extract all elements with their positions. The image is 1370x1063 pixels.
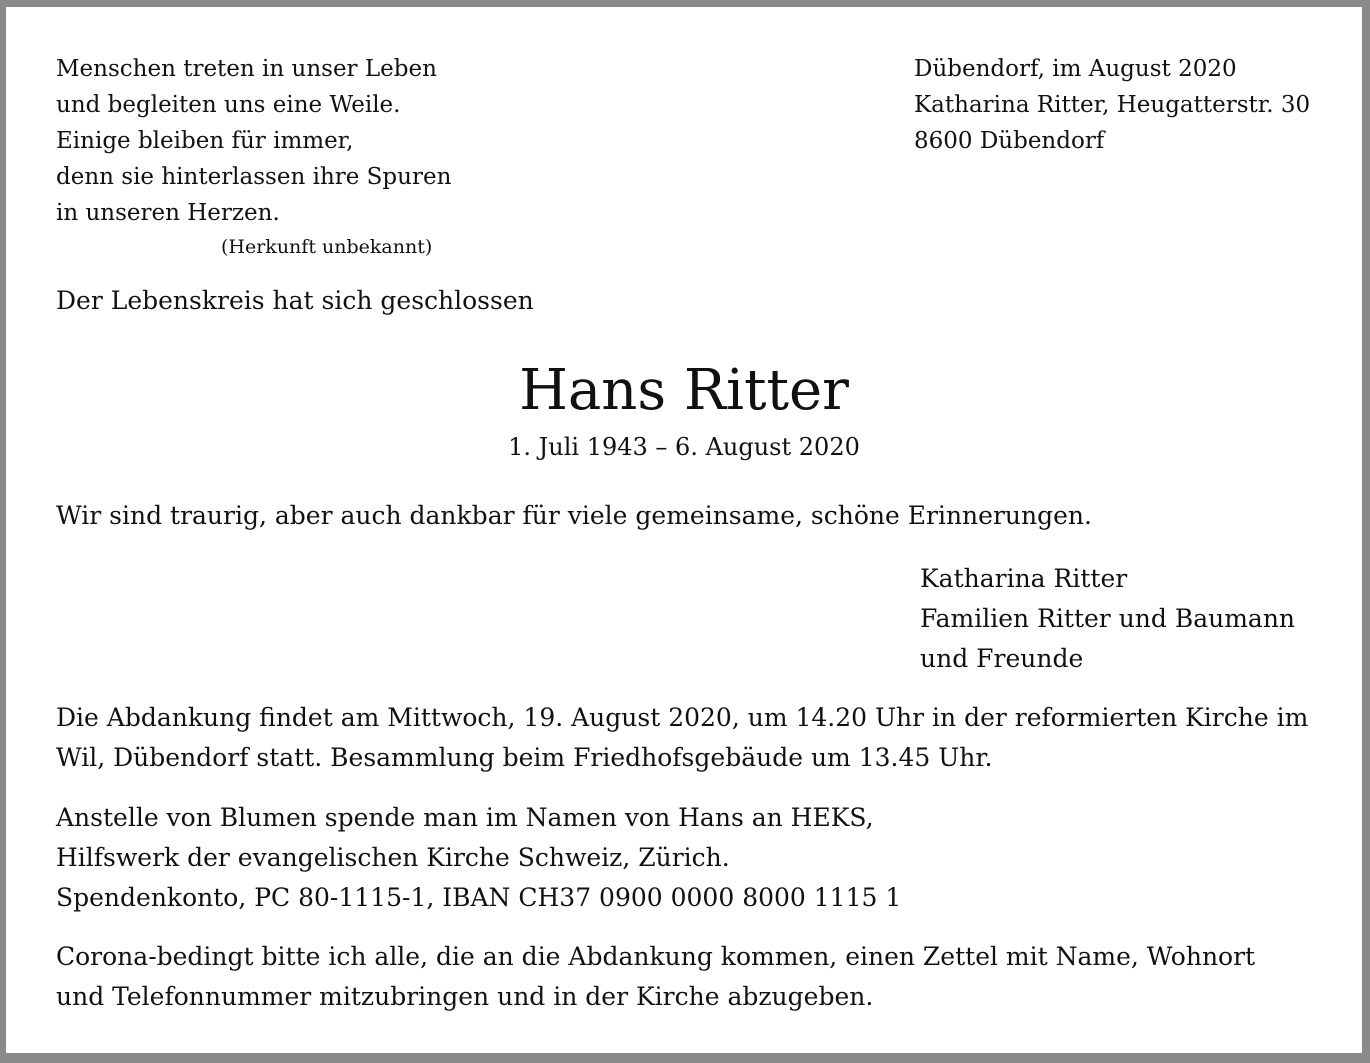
mourners-list (920, 559, 1295, 679)
poem (56, 51, 451, 231)
poem-line: Einige bleiben für immer, (56, 128, 354, 154)
mourner-line: Katharina Ritter (920, 564, 1128, 593)
address-line: 8600 Dübendorf (914, 128, 1105, 154)
mourner-line: Familien Ritter und Baumann (920, 604, 1296, 633)
deceased-name: Hans Ritter (519, 358, 849, 423)
mourner-line: und Freunde (920, 644, 1084, 673)
sender-address (914, 51, 1310, 159)
poem-source: (Herkunft unbekannt) (221, 236, 433, 258)
donation-line: Spendenkonto, PC 80-1115-1, IBAN CH37 0900 0000 8000 1115 1 (56, 883, 902, 912)
corona-line: und Telefonnummer mitzubringen und in der Kirche abzugeben. (56, 982, 874, 1011)
corona-notice (56, 937, 1255, 1017)
address-line: Katharina Ritter, Heugatterstr. 30 (914, 92, 1311, 118)
service-info (56, 698, 1308, 778)
poem-line: denn sie hinterlassen ihre Spuren (56, 164, 452, 190)
donation-line: Anstelle von Blumen spende man im Namen von Hans an HEKS, (56, 803, 874, 832)
donation-line: Hilfswerk der evangelischen Kirche Schweiz, Zürich. (56, 843, 730, 872)
address-line: Dübendorf, im August 2020 (914, 56, 1237, 82)
service-line: Wil, Dübendorf statt. Besammlung beim Friedhofsgebäude um 13.45 Uhr. (56, 743, 993, 772)
obituary-page (6, 7, 1362, 1053)
donation-info (56, 798, 901, 918)
service-line: Die Abdankung findet am Mittwoch, 19. August 2020, um 14.20 Uhr in der reformierten Kirche im (56, 703, 1309, 732)
life-dates: 1. Juli 1943 – 6. August 2020 (508, 433, 860, 461)
corona-line: Corona-bedingt bitte ich alle, die an die Abdankung kommen, einen Zettel mit Name, Wohnort (56, 942, 1256, 971)
poem-line: Menschen treten in unser Leben (56, 56, 437, 82)
grateful-statement: Wir sind traurig, aber auch dankbar für viele gemeinsame, schöne Erinnerungen. (56, 501, 1092, 530)
heading-text: Der Lebenskreis hat sich geschlossen (56, 286, 534, 315)
poem-line: und begleiten uns eine Weile. (56, 92, 401, 118)
poem-line: in unseren Herzen. (56, 200, 280, 226)
